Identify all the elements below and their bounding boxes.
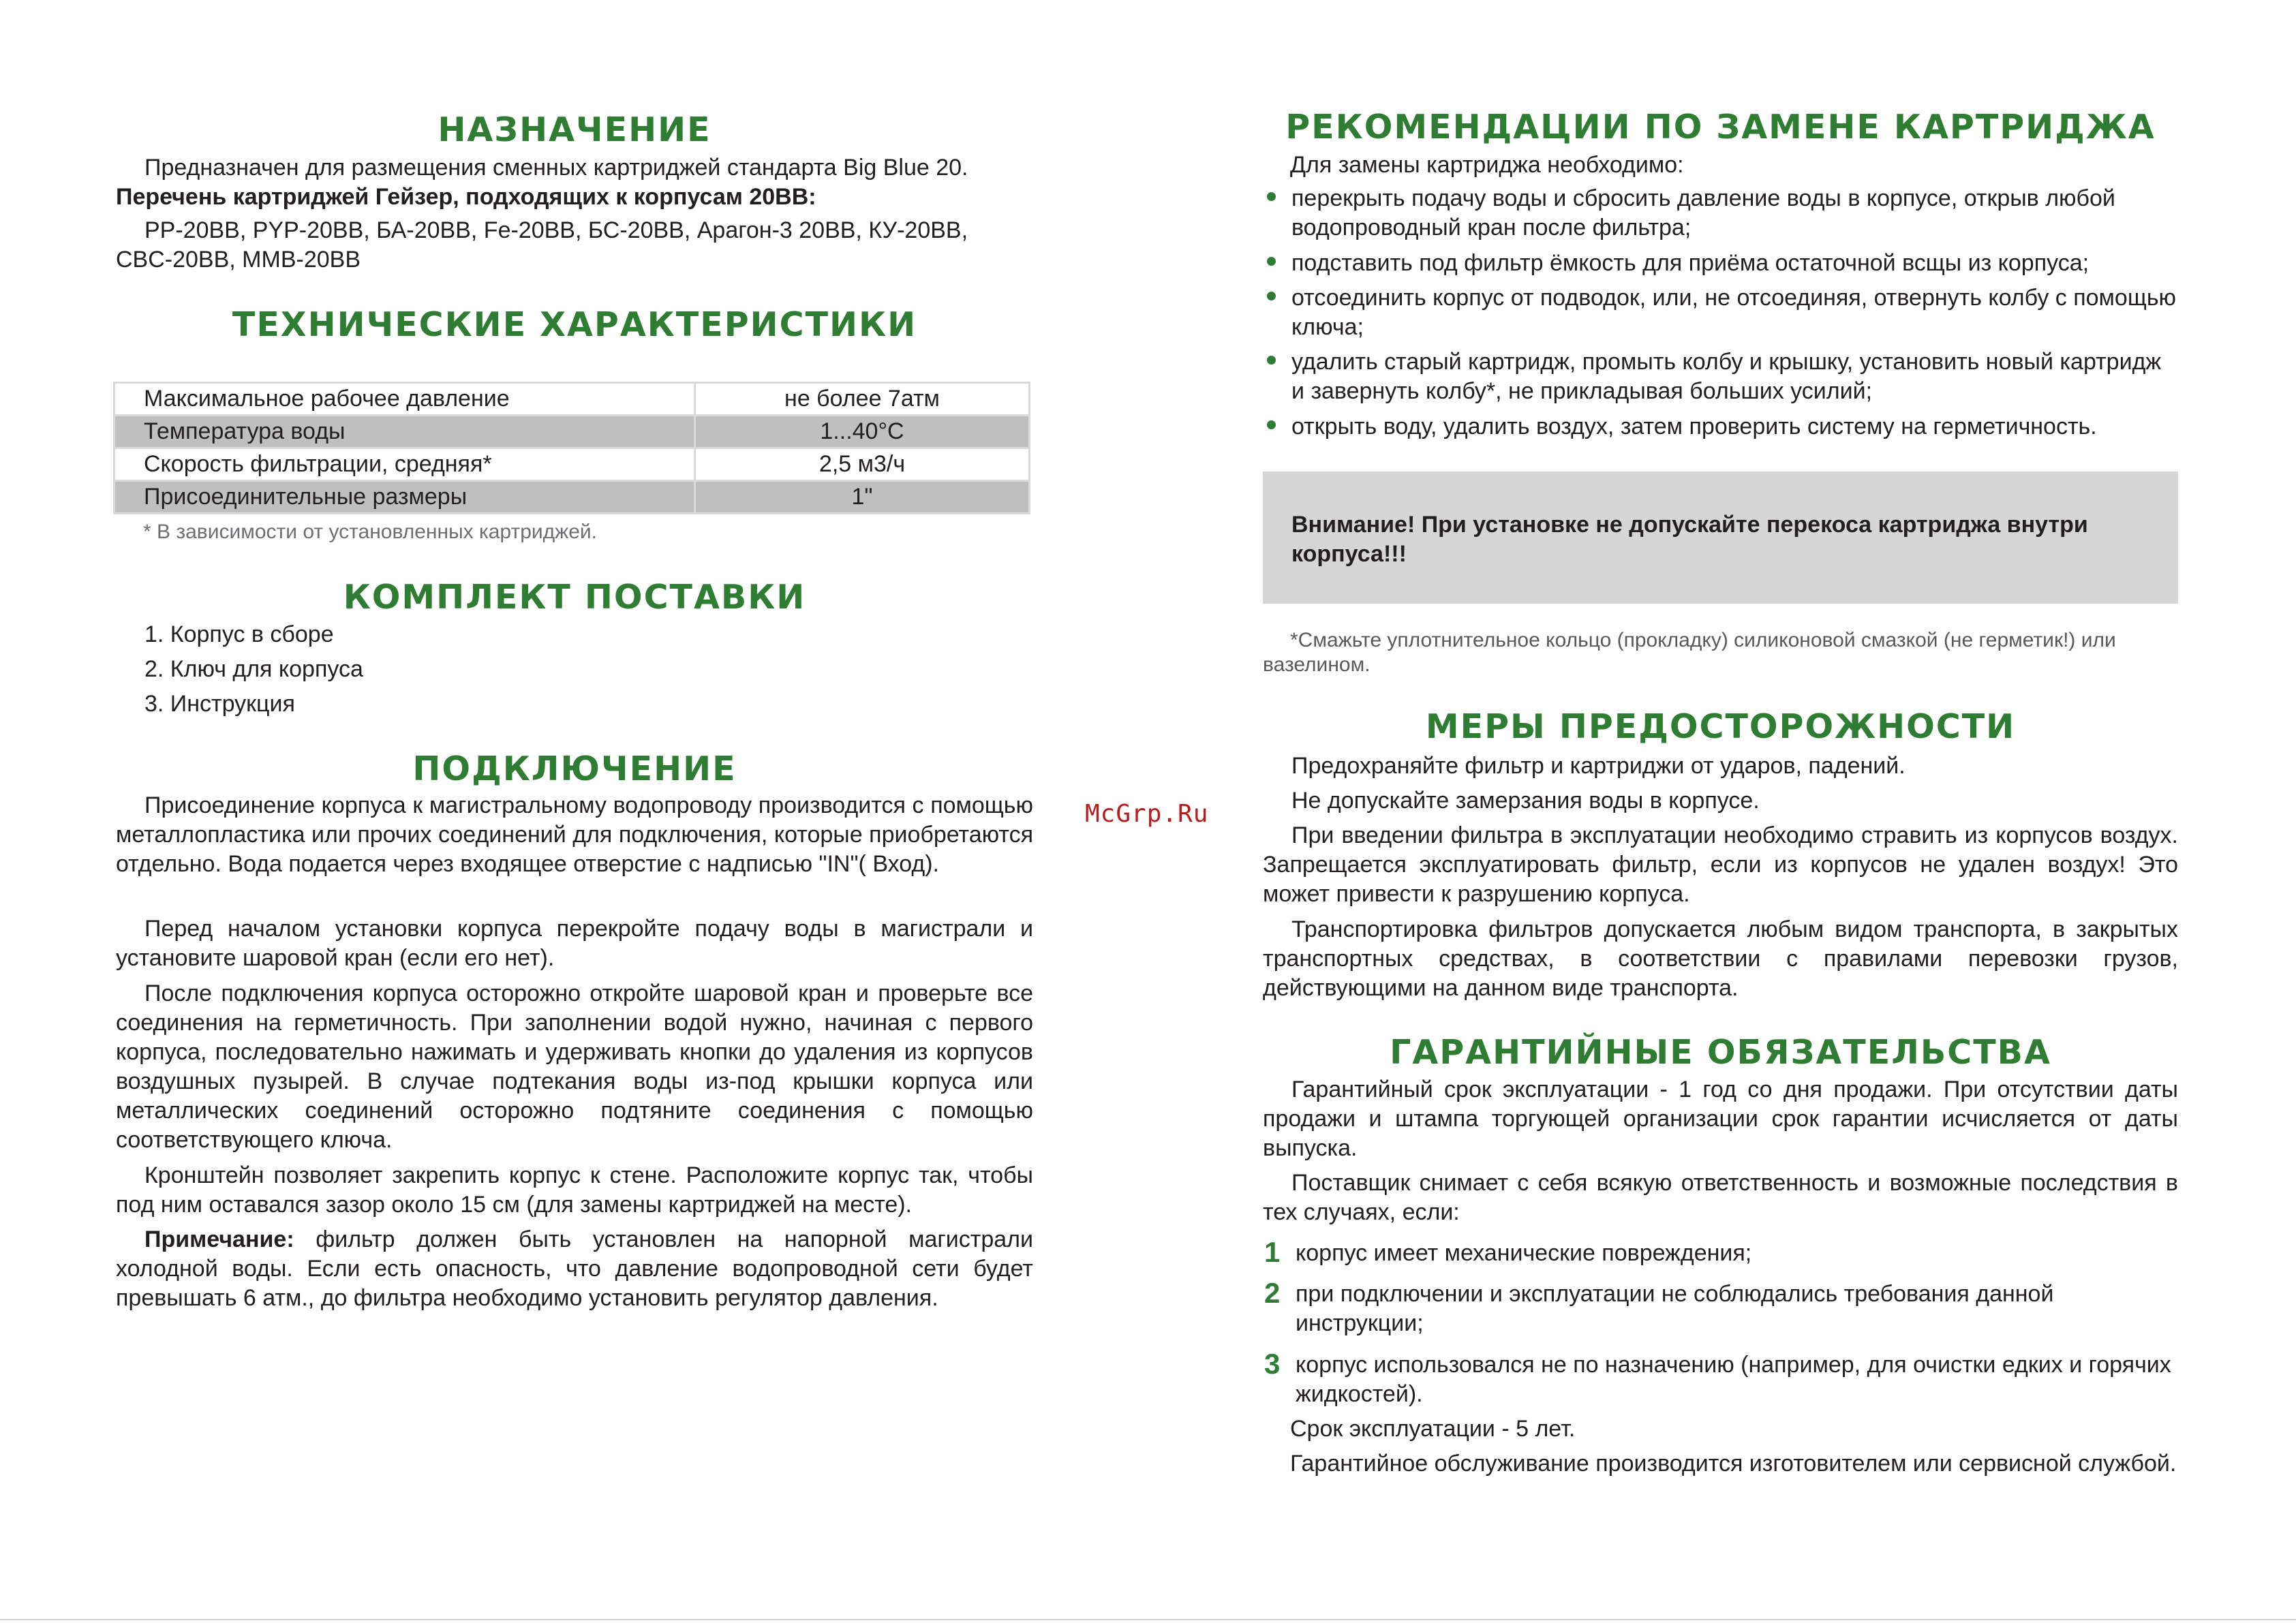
connection-paragraph-4: Кронштейн позволяет закрепить корпус к стене. Расположите корпус так, чтобы под ним оставался зазор около 15 см (для замены картриджей на месте). — [116, 1162, 1033, 1218]
section-title-warranty: ГАРАНТИЙНЫЕ ОБЯЗАТЕЛЬСТВА — [1390, 1033, 2051, 1072]
spec-value: 1...40°С — [695, 416, 1030, 448]
note-label: Примечание: — [144, 1226, 294, 1252]
replacement-footnote: *Смажьте уплотнительное кольцо (прокладку) силиконовой смазкой (не герметик!) или вазелином. — [1263, 629, 2116, 676]
section-title-connection: ПОДКЛЮЧЕНИЕ — [412, 749, 737, 788]
service-life: Срок эксплуатации - 5 лет. — [1290, 1416, 1576, 1442]
section-title-purpose: НАЗНАЧЕНИЕ — [438, 110, 711, 149]
connection-paragraph-3: После подключения корпуса осторожно откройте шаровой кран и проверьте все соединения на герметичность. При заполнении водой нужно, начиная с первого корпуса, последовательно нажимать и удерживать кнопки до удаления из корпусов воздушных пузырей. В случае подтекания воды из-под крышки корпуса или металлических соединений осторожно подтяните соединения с помощью соответствующего ключа. — [116, 980, 1033, 1153]
warranty-paragraph-1: Гарантийный срок эксплуатации - 1 год со дня продажи. При отсутствии даты продажи и штампа торгующей организации срок гарантии исчисляется от даты выпуска. — [1263, 1077, 2178, 1161]
section-title-replacement: РЕКОМЕНДАЦИИ ПО ЗАМЕНЕ КАРТРИДЖА — [1285, 108, 2156, 146]
bullet-icon — [1267, 192, 1276, 201]
cartridge-list-line2: CBC-20BB, MMB-20BB — [116, 247, 361, 273]
list-item: открыть воду, удалить воздух, затем проверить систему на герметичность. — [1263, 412, 2178, 442]
cartridge-list-line1: PP-20BB, PYP-20BB, БА-20ВВ, Fe-20BB, БС-20ВВ, Арагон-3 20ВВ, КУ-20ВВ, — [144, 217, 968, 243]
bullet-icon — [1267, 292, 1276, 300]
list-item: 3 корпус использовался не по назначению (например, для очистки едких и горячих жидкостей). — [1264, 1348, 2171, 1407]
warning-text: Внимание! При установке не допускайте перекоса картриджа внутри корпуса!!! — [1291, 512, 2088, 567]
section-title-specs: ТЕХНИЧЕСКИЕ ХАРАКТЕРИСТИКИ — [232, 305, 917, 344]
table-row — [114, 383, 1030, 416]
connection-paragraph-2: Перед началом установки корпуса перекройте подачу воды в магистрали и установите шаровой кран (если его нет). — [116, 916, 1033, 971]
note-text: фильтр должен быть установлен на напорной магистрали холодной воды. Если есть опасность, что давление водопроводной сети будет превышать 6 атм., до фильтра необходимо установить регулятор давления. — [116, 1226, 1033, 1311]
bullet-icon — [1267, 356, 1276, 365]
precaution-paragraph-4: Транспортировка фильтров допускается любым видом транспорта, в закрытых транспортных средствах, в соответствии с правилами перевозки грузов, действующими на данном виде транспорта. — [1263, 916, 2178, 1001]
spec-value: не более 7атм — [695, 383, 1030, 416]
table-row — [114, 481, 1030, 514]
case-number: 3 — [1264, 1348, 1281, 1380]
spec-param: Максимальное рабочее давление — [114, 383, 695, 416]
spec-value: 1" — [695, 481, 1030, 514]
page-bottom-divider — [0, 1619, 2296, 1620]
section-title-precautions: МЕРЫ ПРЕДОСТОРОЖНОСТИ — [1425, 707, 2016, 746]
precaution-paragraph-1: Предохраняйте фильтр и картриджи от ударов, падений. — [1291, 753, 1905, 779]
replacement-intro: Для замены картриджа необходимо: — [1290, 152, 1684, 178]
precaution-paragraph-3: При введении фильтра в эксплуатации необходимо стравить из корпусов воздух. Запрещается эксплуатировать фильтр, если из корпусов не удален воздух! Это может привести к разрушению корпуса. — [1263, 822, 2178, 907]
list-item: 1. Корпус в сборе — [144, 621, 334, 647]
specs-footnote: * В зависимости от установленных картриджей. — [143, 521, 597, 543]
list-item: 3. Инструкция — [144, 691, 295, 717]
list-item: отсоединить корпус от подводок, или, не отсоединяя, отвернуть колбу с помощью ключа; — [1263, 283, 2178, 342]
warning-box — [1263, 472, 2178, 604]
spec-param: Температура воды — [114, 416, 695, 448]
specs-table — [113, 382, 1030, 514]
table-row — [114, 416, 1030, 448]
service-note: Гарантийное обслуживание производится изготовителем или сервисной службой. — [1290, 1451, 2177, 1477]
case-number: 2 — [1264, 1277, 1281, 1309]
spec-param: Скорость фильтрации, средняя* — [114, 448, 695, 481]
precaution-paragraph-2: Не допускайте замерзания воды в корпусе. — [1291, 788, 1760, 814]
connection-paragraph-1: Присоединение корпуса к магистральному водопроводу производится с помощью металлопластика или прочих соединений для подключения, которые приобретаются отдельно. Вода подается через входящее отверстие с надписью "IN"( Вход). — [116, 792, 1033, 877]
list-item: перекрыть подачу воды и сбросить давление воды в корпусе, открыв любой водопроводный кран после фильтра; — [1263, 184, 2178, 243]
list-item: 2. Ключ для корпуса — [144, 656, 363, 682]
list-item: 1 корпус имеет механические повреждения; — [1264, 1236, 1752, 1268]
spec-value: 2,5 м3/ч — [695, 448, 1030, 481]
section-title-kit: КОМПЛЕКТ ПОСТАВКИ — [343, 578, 806, 617]
cartridge-list-title: Перечень картриджей Гейзер, подходящих к корпусам 20ВВ: — [116, 184, 816, 210]
purpose-intro: Предназначен для размещения сменных картриджей стандарта Big Blue 20. — [144, 155, 968, 181]
bullet-icon — [1267, 257, 1276, 266]
warranty-paragraph-2: Поставщик снимает с себя всякую ответственность и возможные последствия в тех случаях, если: — [1263, 1170, 2178, 1225]
spec-param: Присоединительные размеры — [114, 481, 695, 514]
list-item: подставить под фильтр ёмкость для приёма остаточной всщы из корпуса; — [1263, 249, 2178, 278]
watermark: McGrp.Ru — [1085, 800, 1209, 828]
list-item: удалить старый картридж, промыть колбу и крышку, установить новый картридж и завернуть колбу*, не прикладывая больших усилий; — [1263, 347, 2178, 406]
case-number: 1 — [1264, 1236, 1281, 1268]
bullet-icon — [1267, 420, 1276, 429]
connection-note — [116, 1225, 1033, 1313]
list-item: 2 при подключении и эксплуатации не соблюдались требования данной инструкции; — [1264, 1277, 2054, 1336]
table-row — [114, 448, 1030, 481]
